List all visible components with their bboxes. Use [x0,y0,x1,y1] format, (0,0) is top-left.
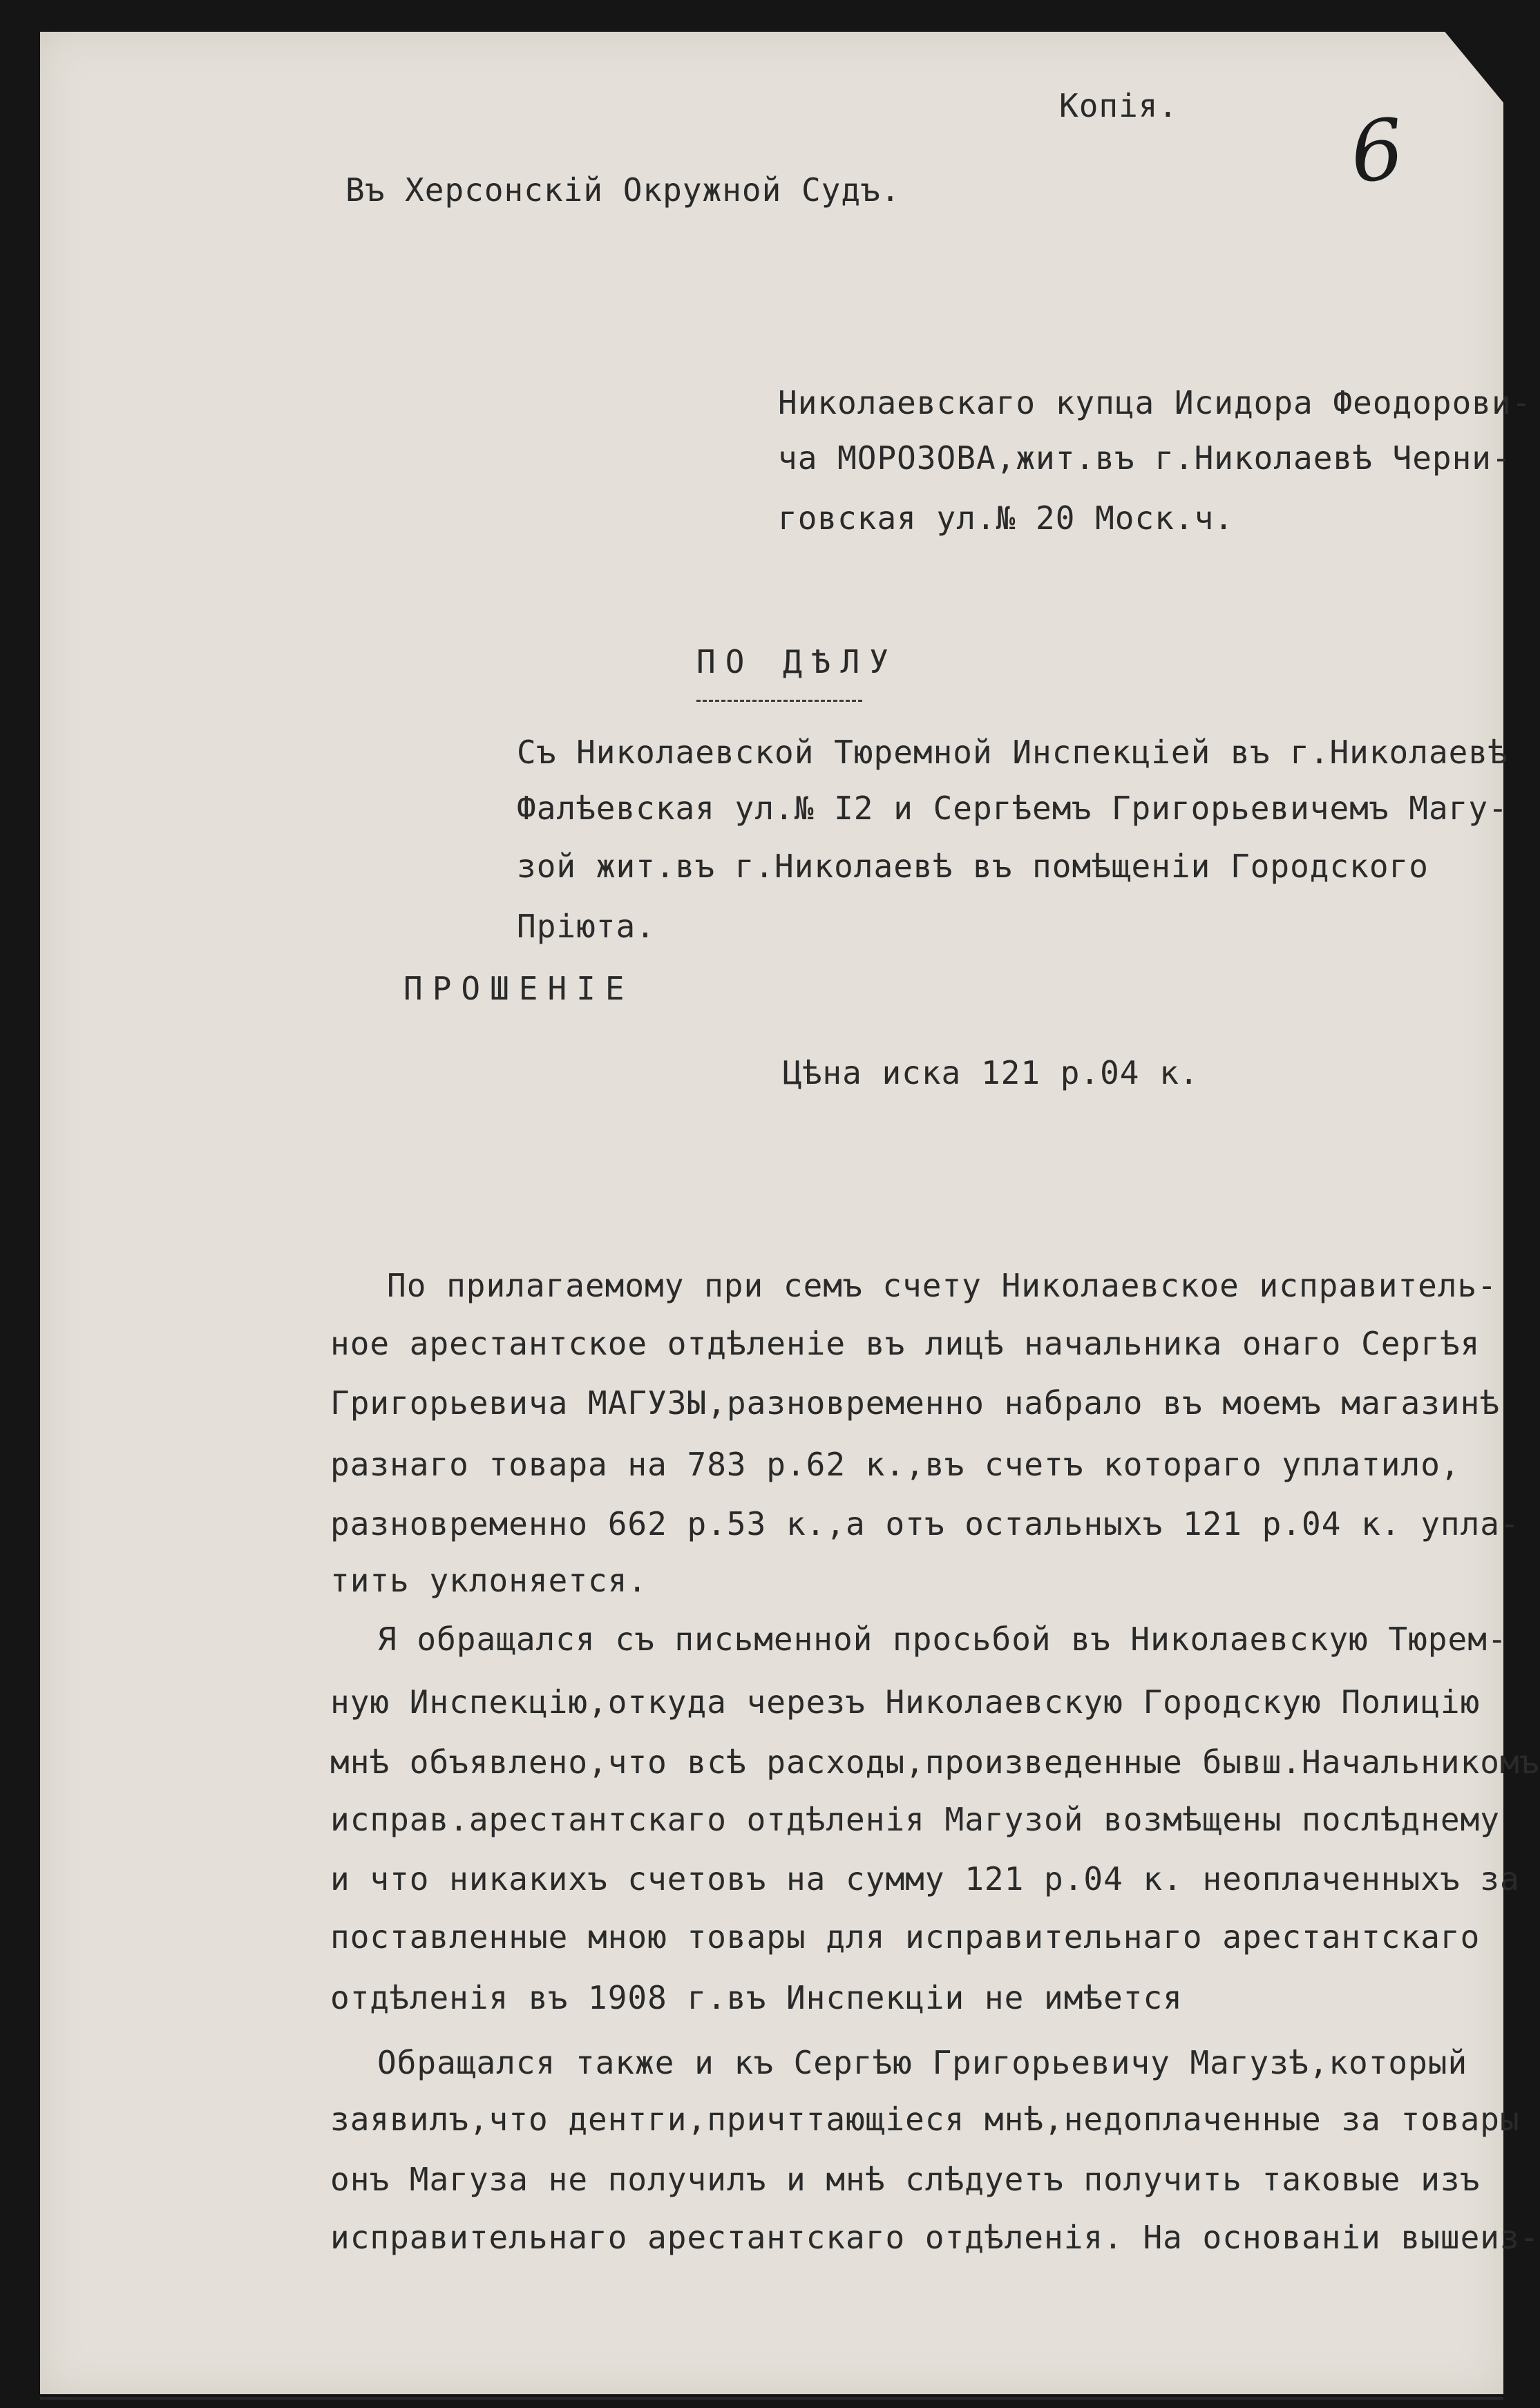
addressee: Въ Херсонскій Окружной Судъ. [345,171,901,209]
case-heading: ПО ДѢЛУ [696,643,898,680]
body-line: мнѣ объявлено,что всѣ расходы,произведенные бывш.Начальникомъ [330,1743,1540,1781]
body-line: и что никакихъ счетовъ на сумму 121 р.04 к. неоплаченныхъ за [330,1860,1520,1898]
body-line: онъ Магуза не получилъ и мнѣ слѣдуетъ получить таковые изъ [330,2161,1481,2198]
defendants-line-1: Съ Николаевской Тюремной Инспекціей въ г.Николаевѣ [517,734,1508,771]
body-line: исправ.арестантскаго отдѣленія Магузой возмѣщены послѣднему [330,1801,1500,1838]
body-line: ное арестантское отдѣленіе въ лицѣ начальника онаго Сергѣя [330,1325,1481,1362]
body-line: Я обращался съ письменной просьбой въ Николаевскую Тюрем- [377,1621,1508,1658]
body-line: тить уклоняется. [330,1562,648,1599]
body-line: По прилагаемому при семъ счету Николаевское исправитель- [387,1267,1497,1304]
copy-mark: Копія. [1059,87,1179,124]
claim-value: Цѣна иска 121 р.04 к. [783,1054,1199,1091]
petitioner-line-3: говская ул.№ 20 Моск.ч. [778,499,1234,537]
body-line: отдѣленія въ 1908 г.въ Инспекціи не имѣется [330,1979,1183,2016]
body-line: разнаго товара на 783 р.62 к.,въ счетъ котораго уплатило, [330,1446,1461,1483]
petitioner-line-1: Николаевскаго купца Исидора Феодорови- [778,384,1532,421]
petitioner-line-2: ча МОРОЗОВА,жит.въ г.Николаевѣ Черни- [778,439,1512,477]
body-line: исправительнаго арестантскаго отдѣленія. На основаніи вышеиз- [330,2219,1540,2256]
defendants-line-3: зой жит.въ г.Николаевѣ въ помѣщеніи Городского [517,848,1429,885]
body-line: Обращался также и къ Сергѣю Григорьевичу Магузѣ,который [377,2044,1468,2081]
defendants-line-4: Пріюта. [517,908,656,945]
defendants-line-2: Фалѣевская ул.№ I2 и Сергѣемъ Григорьевичемъ Магу- [517,790,1508,827]
body-line: ную Инспекцію,откуда черезъ Николаевскую Городскую Полицію [330,1683,1481,1721]
petition-title: ПРОШЕНІЕ [403,970,634,1007]
case-heading-underline [696,700,862,702]
body-line: Григорьевича МАГУЗЫ,разновременно набрало въ моемъ магазинѣ [330,1384,1500,1422]
body-line: заявилъ,что дентги,причттающіеся мнѣ,недоплаченные за товары [330,2101,1520,2138]
body-line: поставленные мною товары для исправительнаго арестантскаго [330,1918,1481,1956]
page-number: 6 [1345,101,1409,202]
page-edge-shadow [40,2397,1503,2400]
body-line: разновременно 662 р.53 к.,а отъ остальныхъ 121 р.04 к. упла- [330,1505,1520,1542]
